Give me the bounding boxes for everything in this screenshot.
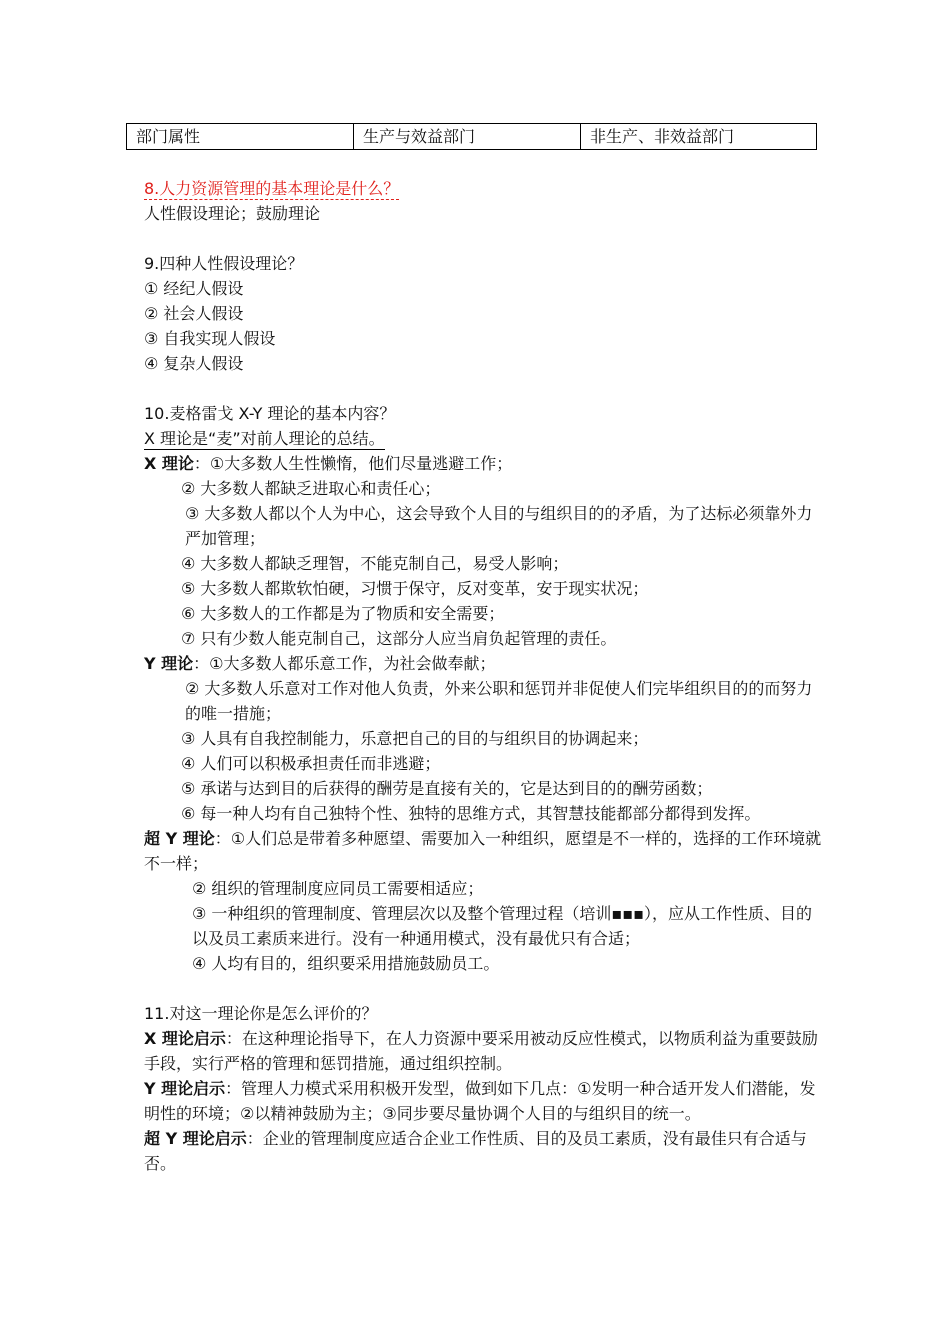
list-item: ③ 人具有自我控制能力，乐意把自己的目的与组织目的协调起来； — [181, 729, 649, 748]
y-insight-label: Y 理论启示 — [144, 1079, 226, 1098]
list-item: ① 经纪人假设 — [144, 279, 244, 298]
list-item: ④ 大多数人都缺乏理智，不能克制自己，易受人影响； — [181, 554, 569, 573]
list-item: ② 组织的管理制度应同员工需要相适应； — [192, 879, 484, 898]
department-attribute-table — [126, 123, 817, 150]
list-item: ③ 大多数人都以个人为中心，这会导致个人目的与组织目的的矛盾，为了达标必须靠外力严加管理； — [185, 504, 813, 548]
question-10-summary: X 理论是“麦”对前人理论的总结。 — [144, 429, 385, 448]
y-theory-insight: Y 理论启示：管理人力模式采用积极开发型，做到如下几点：①发明一种合适开发人们潜能，发明性的环境；②以精神鼓励为主；③同步要尽量协调个人目的与组织目的统一。 — [144, 1079, 816, 1123]
x-theory-first: X 理论：①大多数人生性懒惰，他们尽量逃避工作； — [144, 454, 513, 473]
document-body — [144, 176, 824, 1176]
list-item: ③ 自我实现人假设 — [144, 329, 276, 348]
question-10-title: 10.麦格雷戈 X-Y 理论的基本内容？ — [144, 404, 396, 423]
super-y-insight-label: 超 Y 理论启示 — [144, 1129, 247, 1148]
question-8-title: 8.人力资源管理的基本理论是什么？ — [144, 179, 400, 198]
question-10-summary-row — [144, 426, 824, 451]
x-theory-insight: X 理论启示：在这种理论指导下，在人力资源中要采用被动反应性模式，以物质利益为重要鼓励手段，实行严格的管理和惩罚措施，通过组织控制。 — [144, 1029, 818, 1073]
question-8 — [144, 176, 824, 201]
list-item: ④ 人均有目的，组织要采用措施鼓励员工。 — [192, 954, 500, 973]
y-theory-first: Y 理论：①大多数人都乐意工作，为社会做奉献； — [144, 654, 496, 673]
list-item: ④ 复杂人假设 — [144, 354, 244, 373]
list-item: ④ 人们可以积极承担责任而非逃避； — [181, 754, 441, 773]
list-item: ⑦ 只有少数人能克制自己，这部分人应当肩负起管理的责任。 — [181, 629, 617, 648]
question-11-title: 11.对这一理论你是怎么评价的？ — [144, 1004, 378, 1023]
list-item: ② 社会人假设 — [144, 304, 244, 323]
table-cell: 部门属性 — [127, 124, 354, 150]
list-item: ② 大多数人乐意对工作对他人负责，外来公职和惩罚并非促使人们完毕组织目的的而努力的唯一措施； — [185, 679, 813, 723]
list-item: ③ 一种组织的管理制度、管理层次以及整个管理过程（培训▪▪▪），应从工作性质、目的以及员工素质来进行。没有一种通用模式，没有最优只有合适； — [192, 904, 812, 948]
super-y-theory-first: 超 Y 理论：①人们总是带着多种愿望、需要加入一种组织，愿望是不一样的，选择的工作环境就不一样； — [144, 829, 822, 873]
question-9-title: 9.四种人性假设理论？ — [144, 254, 304, 273]
table-row — [127, 124, 817, 150]
super-y-theory-label: 超 Y 理论 — [144, 829, 215, 848]
list-item: ⑥ 大多数人的工作都是为了物质和安全需要； — [181, 604, 505, 623]
x-insight-label: X 理论启示 — [144, 1029, 226, 1048]
list-item: ⑥ 每一种人均有自己独特个性、独特的思维方式，其智慧技能都部分都得到发挥。 — [181, 804, 761, 823]
table-cell: 非生产、非效益部门 — [581, 124, 817, 150]
x-theory-label: X 理论 — [144, 454, 194, 473]
list-item: ② 大多数人都缺乏进取心和责任心； — [181, 479, 441, 498]
list-item: ⑤ 承诺与达到目的后获得的酬劳是直接有关的，它是达到目的的酬劳函数； — [181, 779, 713, 798]
table-cell: 生产与效益部门 — [354, 124, 581, 150]
super-y-theory-insight: 超 Y 理论启示：企业的管理制度应适合企业工作性质、目的及员工素质，没有最佳只有合适与否。 — [144, 1129, 807, 1173]
question-8-answer: 人性假设理论；鼓励理论 — [144, 204, 321, 223]
list-item: ⑤ 大多数人都欺软怕硬，习惯于保守，反对变革，安于现实状况； — [181, 579, 649, 598]
y-theory-label: Y 理论 — [144, 654, 194, 673]
